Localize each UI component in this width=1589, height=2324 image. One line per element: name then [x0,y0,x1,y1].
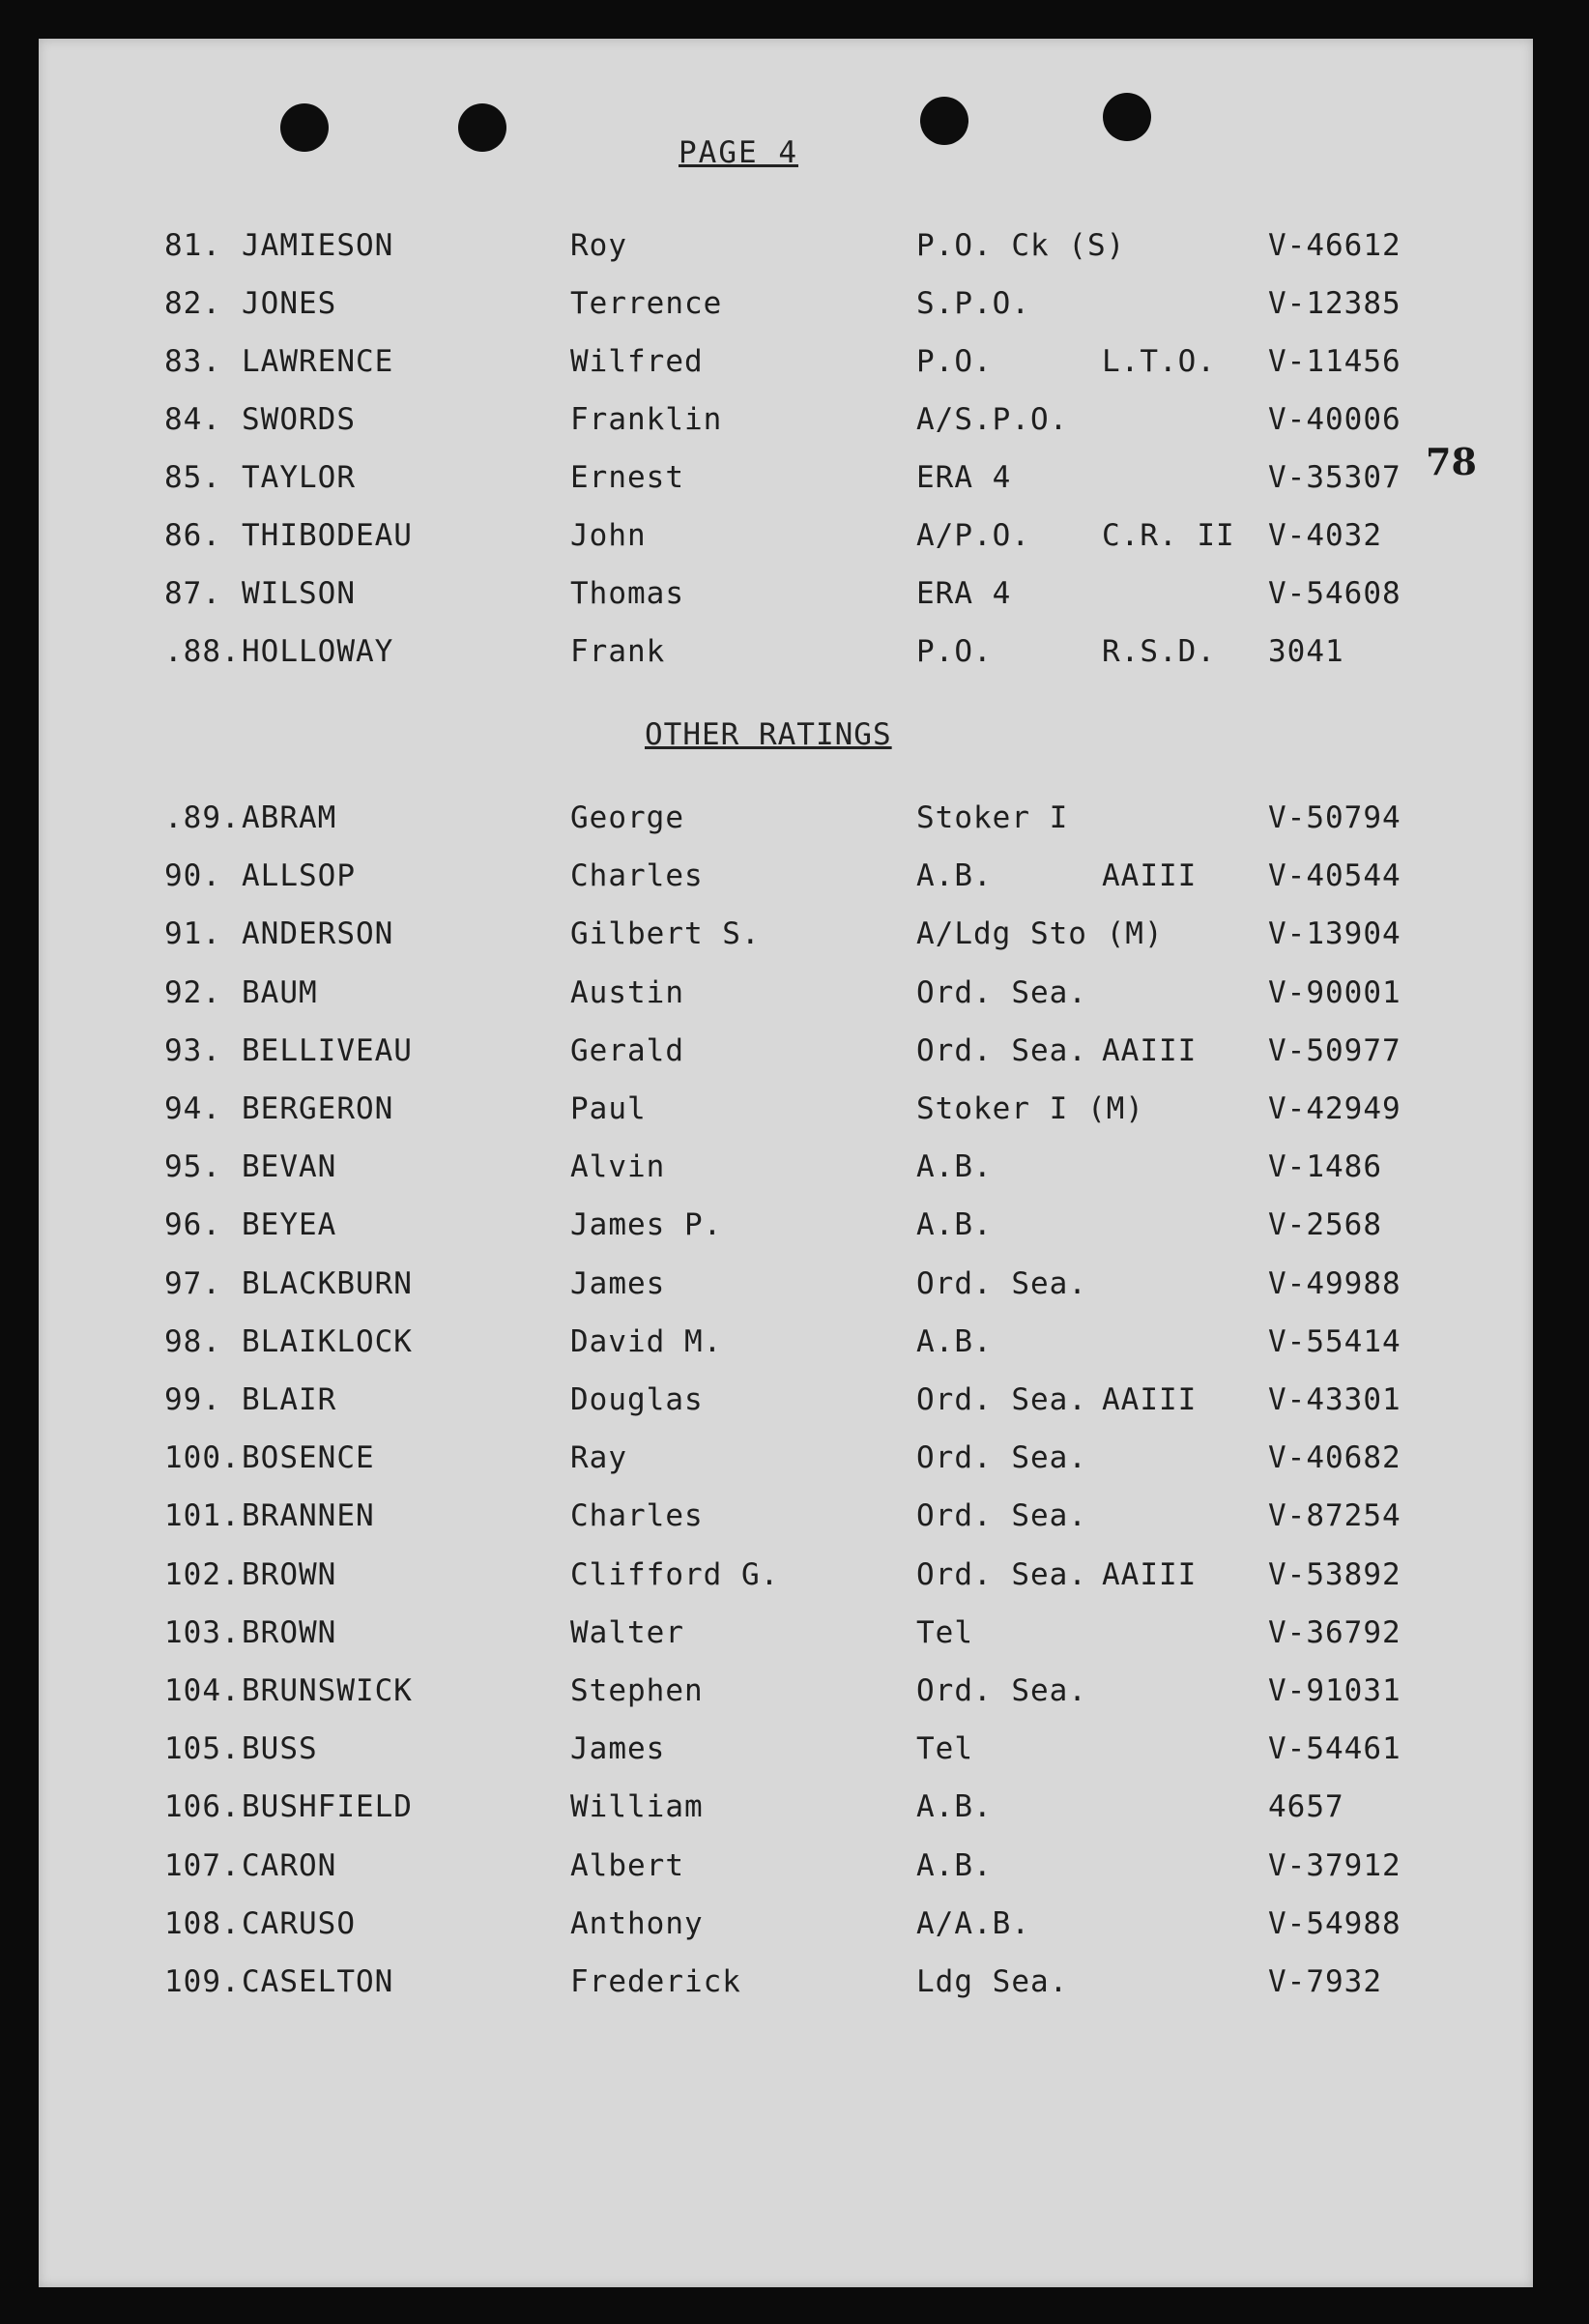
surname: BRANNEN [242,1498,375,1534]
first-name: Clifford G. [570,1556,780,1592]
rating: A/A.B. [916,1905,1030,1941]
row-number: 106. [164,1789,241,1825]
list-item [0,793,1589,841]
rating: A/Ldg Sto (M) [916,916,1164,952]
first-name: Thomas [570,576,684,611]
surname: CARON [242,1847,337,1883]
first-name: Douglas [570,1382,704,1417]
official-number: V-13904 [1268,916,1401,952]
surname: BERGERON [242,1091,394,1126]
row-number: .89. [164,800,241,835]
rating: S.P.O. [916,286,1030,321]
official-number: V-54608 [1268,576,1401,611]
surname: BLAIKLOCK [242,1323,413,1359]
list-item [0,1957,1589,2005]
first-name: John [570,518,647,553]
surname: BELLIVEAU [242,1032,413,1068]
rating: Ord. Sea. [916,974,1087,1010]
rating: P.O. [916,344,993,379]
list-item [0,1084,1589,1132]
row-number: 108. [164,1905,241,1941]
rating: A.B. [916,1149,993,1185]
row-number: 98. [164,1323,221,1359]
surname: BUSHFIELD [242,1789,413,1825]
qualification: L.T.O. [1102,344,1216,379]
official-number: V-50977 [1268,1032,1401,1068]
list-item [0,1724,1589,1772]
official-number: V-42949 [1268,1091,1401,1126]
list-item [0,1259,1589,1307]
row-number: 83. [164,344,221,379]
surname: BLACKBURN [242,1265,413,1301]
rating: Ldg Sea. [916,1964,1069,1999]
official-number: V-90001 [1268,974,1401,1010]
first-name: Roy [570,228,627,263]
list-item [0,278,1589,327]
list-item [0,1899,1589,1947]
surname: ALLSOP [242,858,356,894]
official-number: V-4032 [1268,518,1382,553]
list-item [0,626,1589,675]
first-name: Walter [570,1614,684,1650]
surname: ABRAM [242,800,337,835]
official-number: V-54988 [1268,1905,1401,1941]
row-number: 93. [164,1032,221,1068]
official-number: 3041 [1268,634,1344,669]
rating: A/P.O. [916,518,1030,553]
surname: BROWN [242,1614,337,1650]
first-name: William [570,1789,704,1825]
official-number: V-55414 [1268,1323,1401,1359]
rating: Ord. Sea. [916,1265,1087,1301]
row-number: 82. [164,286,221,321]
first-name: Frank [570,634,666,669]
row-number: 87. [164,576,221,611]
first-name: Albert [570,1847,684,1883]
row-number: 91. [164,916,221,952]
rating: ERA 4 [916,460,1012,495]
surname: HOLLOWAY [242,634,394,669]
first-name: Alvin [570,1149,666,1185]
row-number: 107. [164,1847,241,1883]
surname: BEVAN [242,1149,337,1185]
list-item [0,568,1589,617]
page-number: PAGE 4 [679,135,798,170]
row-number: .88. [164,634,241,669]
official-number: V-35307 [1268,460,1401,495]
surname: LAWRENCE [242,344,394,379]
row-number: 95. [164,1149,221,1185]
first-name: Anthony [570,1905,704,1941]
first-name: Terrence [570,286,723,321]
qualification: AAIII [1102,1556,1198,1592]
surname: BROWN [242,1556,337,1592]
official-number: V-37912 [1268,1847,1401,1883]
surname: BAUM [242,974,318,1010]
rating: ERA 4 [916,576,1012,611]
official-number: V-43301 [1268,1382,1401,1417]
row-number: 96. [164,1207,221,1243]
first-name: Austin [570,974,684,1010]
list-item [0,1782,1589,1830]
list-item [0,1375,1589,1423]
official-number: V-46612 [1268,228,1401,263]
surname: BUSS [242,1731,318,1767]
surname: CARUSO [242,1905,356,1941]
official-number: V-36792 [1268,1614,1401,1650]
list-item [0,1608,1589,1656]
punch-hole-1 [280,103,329,152]
rating: A.B. [916,1207,993,1243]
rating: A.B. [916,1789,993,1825]
surname: ANDERSON [242,916,394,952]
first-name: Frederick [570,1964,741,1999]
rating: Ord. Sea. [916,1032,1087,1068]
surname: BLAIR [242,1382,337,1417]
first-name: Charles [570,1498,704,1534]
official-number: V-91031 [1268,1673,1401,1708]
punch-hole-2 [458,103,506,152]
official-number: 4657 [1268,1789,1344,1825]
surname: BEYEA [242,1207,337,1243]
list-item [0,968,1589,1016]
rating: A.B. [916,858,993,894]
surname: SWORDS [242,402,356,437]
official-number: V-50794 [1268,800,1401,835]
first-name: Gerald [570,1032,684,1068]
rating: Ord. Sea. [916,1498,1087,1534]
list-item [0,452,1589,501]
rating: Ord. Sea. [916,1673,1087,1708]
official-number: V-40006 [1268,402,1401,437]
official-number: V-2568 [1268,1207,1382,1243]
list-item [0,1550,1589,1598]
list-item [0,1841,1589,1889]
first-name: Gilbert S. [570,916,761,952]
surname: TAYLOR [242,460,356,495]
row-number: 92. [164,974,221,1010]
first-name: Franklin [570,402,723,437]
rating: P.O. Ck (S) [916,228,1126,263]
qualification: C.R. II [1102,518,1235,553]
rating: P.O. [916,634,993,669]
list-item [0,1317,1589,1365]
section-heading: OTHER RATINGS [645,717,892,752]
first-name: George [570,800,684,835]
official-number: V-40682 [1268,1440,1401,1476]
rating: Stoker I [916,800,1069,835]
row-number: 102. [164,1556,241,1592]
punch-hole-4 [1103,93,1151,141]
official-number: V-12385 [1268,286,1401,321]
list-item [0,909,1589,957]
row-number: 100. [164,1440,241,1476]
punch-hole-3 [920,97,968,145]
rating: A.B. [916,1847,993,1883]
list-item [0,394,1589,443]
first-name: James [570,1731,666,1767]
first-name: James P. [570,1207,723,1243]
row-number: 105. [164,1731,241,1767]
rating: A.B. [916,1323,993,1359]
list-item [0,1433,1589,1481]
list-item [0,1200,1589,1248]
rating: Ord. Sea. [916,1382,1087,1417]
first-name: David M. [570,1323,723,1359]
qualification: AAIII [1102,1382,1198,1417]
surname: THIBODEAU [242,518,413,553]
list-item [0,1666,1589,1714]
list-item [0,1491,1589,1539]
row-number: 84. [164,402,221,437]
surname: WILSON [242,576,356,611]
official-number: V-7932 [1268,1964,1382,1999]
row-number: 101. [164,1498,241,1534]
qualification: AAIII [1102,858,1198,894]
official-number: V-49988 [1268,1265,1401,1301]
margin-note: 78 [1426,440,1477,483]
list-item [0,220,1589,269]
first-name: Ray [570,1440,627,1476]
first-name: Paul [570,1091,647,1126]
surname: BOSENCE [242,1440,375,1476]
first-name: Ernest [570,460,684,495]
row-number: 99. [164,1382,221,1417]
official-number: V-11456 [1268,344,1401,379]
first-name: James [570,1265,666,1301]
list-item [0,336,1589,385]
rating: Tel [916,1731,973,1767]
row-number: 81. [164,228,221,263]
qualification: AAIII [1102,1032,1198,1068]
rating: Tel [916,1614,973,1650]
official-number: V-54461 [1268,1731,1401,1767]
official-number: V-87254 [1268,1498,1401,1534]
rating: Ord. Sea. [916,1556,1087,1592]
rating: Ord. Sea. [916,1440,1087,1476]
row-number: 97. [164,1265,221,1301]
first-name: Wilfred [570,344,704,379]
row-number: 94. [164,1091,221,1126]
official-number: V-53892 [1268,1556,1401,1592]
official-number: V-40544 [1268,858,1401,894]
row-number: 109. [164,1964,241,1999]
qualification: R.S.D. [1102,634,1216,669]
row-number: 85. [164,460,221,495]
row-number: 90. [164,858,221,894]
list-item [0,1142,1589,1190]
surname: JAMIESON [242,228,394,263]
list-item [0,510,1589,559]
surname: JONES [242,286,337,321]
list-item [0,851,1589,899]
list-item [0,1026,1589,1074]
row-number: 86. [164,518,221,553]
surname: CASELTON [242,1964,394,1999]
first-name: Charles [570,858,704,894]
surname: BRUNSWICK [242,1673,413,1708]
rating: A/S.P.O. [916,402,1069,437]
rating: Stoker I (M) [916,1091,1144,1126]
row-number: 103. [164,1614,241,1650]
official-number: V-1486 [1268,1149,1382,1185]
first-name: Stephen [570,1673,704,1708]
row-number: 104. [164,1673,241,1708]
